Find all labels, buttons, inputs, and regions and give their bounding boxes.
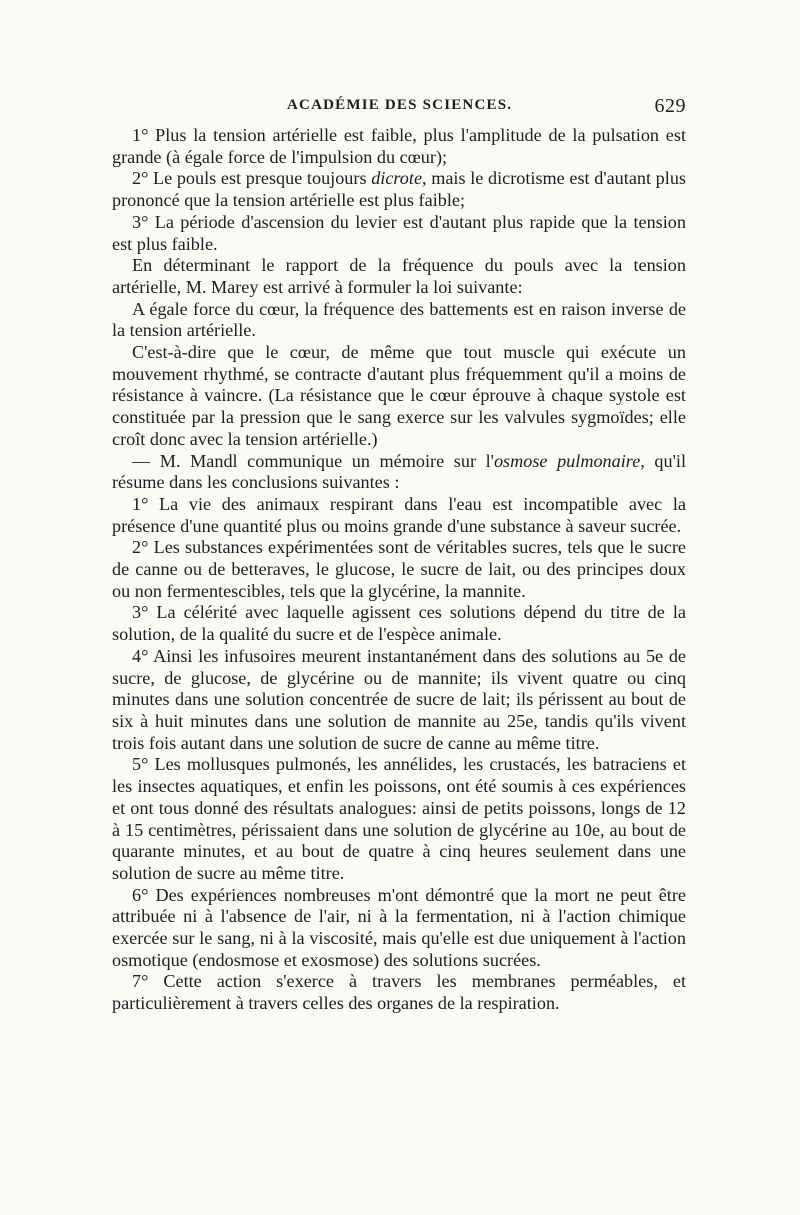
paragraph-heart-resistance: C'est-à-dire que le cœur, de même que tout muscle qui exécute un mouvement rhythmé, se contracte d'autant plus fréquemment qu'il a moins de résistance à vaincre. (La résistance que le cœur éprouve à chaque systole est constituée par la pression que le sang exerce sur les valvules sygmoïdes; elle croît donc avec la tension artérielle.) xyxy=(112,342,686,449)
running-title: ACADÉMIE DES SCIENCES. xyxy=(287,97,513,113)
paragraph-conclusion-4: 4° Ainsi les infusoires meurent instantanément dans des solutions au 5e de sucre, de glucose, de glycérine ou de mannite; ils vivent quatre ou cinq minutes dans une solution concentrée de sucre de lait; ils périssent au bout de six à huit minutes dans une solution de mannite au 25e, tandis qu'ils vivent trois fois autant dans une solution de sucre de canne au même titre. xyxy=(112,645,686,753)
italic-term: osmose pulmonaire, xyxy=(493,450,645,471)
paragraph-conclusion-6: 6° Des expériences nombreuses m'ont démontré que la mort ne peut être attribuée ni à l'absence de l'air, ni à la fermentation, ni à l'action chimique exercée sur le sang, ni à la viscosité, mais qu'elle est due uniquement à l'action osmotique (endosmose et exosmose) des solutions sucrées. xyxy=(112,884,686,970)
paragraph-conclusion-3: 3° La célérité avec laquelle agissent ces solutions dépend du titre de la solution, de la qualité du sucre et de l'espèce animale. xyxy=(112,602,686,645)
paragraph-conclusion-2: 2° Les substances expérimentées sont de véritables sucres, tels que le sucre de canne ou de betteraves, le glucose, le sucre de lait, ou des principes doux ou non fermentescibles, tels que la glycérine, la mannite. xyxy=(112,537,686,601)
page-number: 629 xyxy=(654,95,686,117)
running-head xyxy=(112,97,686,125)
paragraph-pulse-amplitude: 1° Plus la tension artérielle est faible, plus l'amplitude de la pulsation est grande (à égale force de l'impulsion du cœur); xyxy=(112,125,686,167)
italic-term: dicrote, xyxy=(371,168,427,189)
paragraph-mandl-memoir: — M. Mandl communique un mémoire sur l'osmose pulmonaire, qu'il résume dans les conclusions suivantes : xyxy=(112,450,686,493)
paragraph-ascension-period: 3° La période d'ascension du levier est d'autant plus rapide que la tension est plus faible. xyxy=(112,211,686,254)
paragraph-conclusion-7: 7° Cette action s'exerce à travers les membranes perméables, et particulièrement à travers celles des organes de la respiration. xyxy=(112,971,686,1014)
paragraph-dicrotic-pulse: 2° Le pouls est presque toujours dicrote, mais le dicrotisme est d'autant plus prononcé que la tension artérielle est plus faible; xyxy=(112,168,686,211)
paragraph-marey-law: A égale force du cœur, la fréquence des battements est en raison inverse de la tension artérielle. xyxy=(112,298,686,341)
body-text xyxy=(112,125,686,1015)
paragraph-conclusion-5: 5° Les mollusques pulmonés, les annélides, les crustacés, les batraciens et les insectes aquatiques, et enfin les poissons, ont été soumis à ces expériences et ont tous donné des résultats analogues: ainsi de petits poissons, longs de 12 à 15 centimètres, périssaient dans une solution de glycérine au 10e, au bout de quarante minutes, et au bout de quatre à cinq heures seulement dans une solution de sucre au même titre. xyxy=(112,754,686,883)
paragraph-conclusion-1: 1° La vie des animaux respirant dans l'eau est incompatible avec la présence d'une quantité plus ou moins grande d'une substance à saveur sucrée. xyxy=(112,493,686,536)
paragraph-marey-law-intro: En déterminant le rapport de la fréquence du pouls avec la tension artérielle, M. Marey est arrivé à formuler la loi suivante: xyxy=(112,255,686,297)
